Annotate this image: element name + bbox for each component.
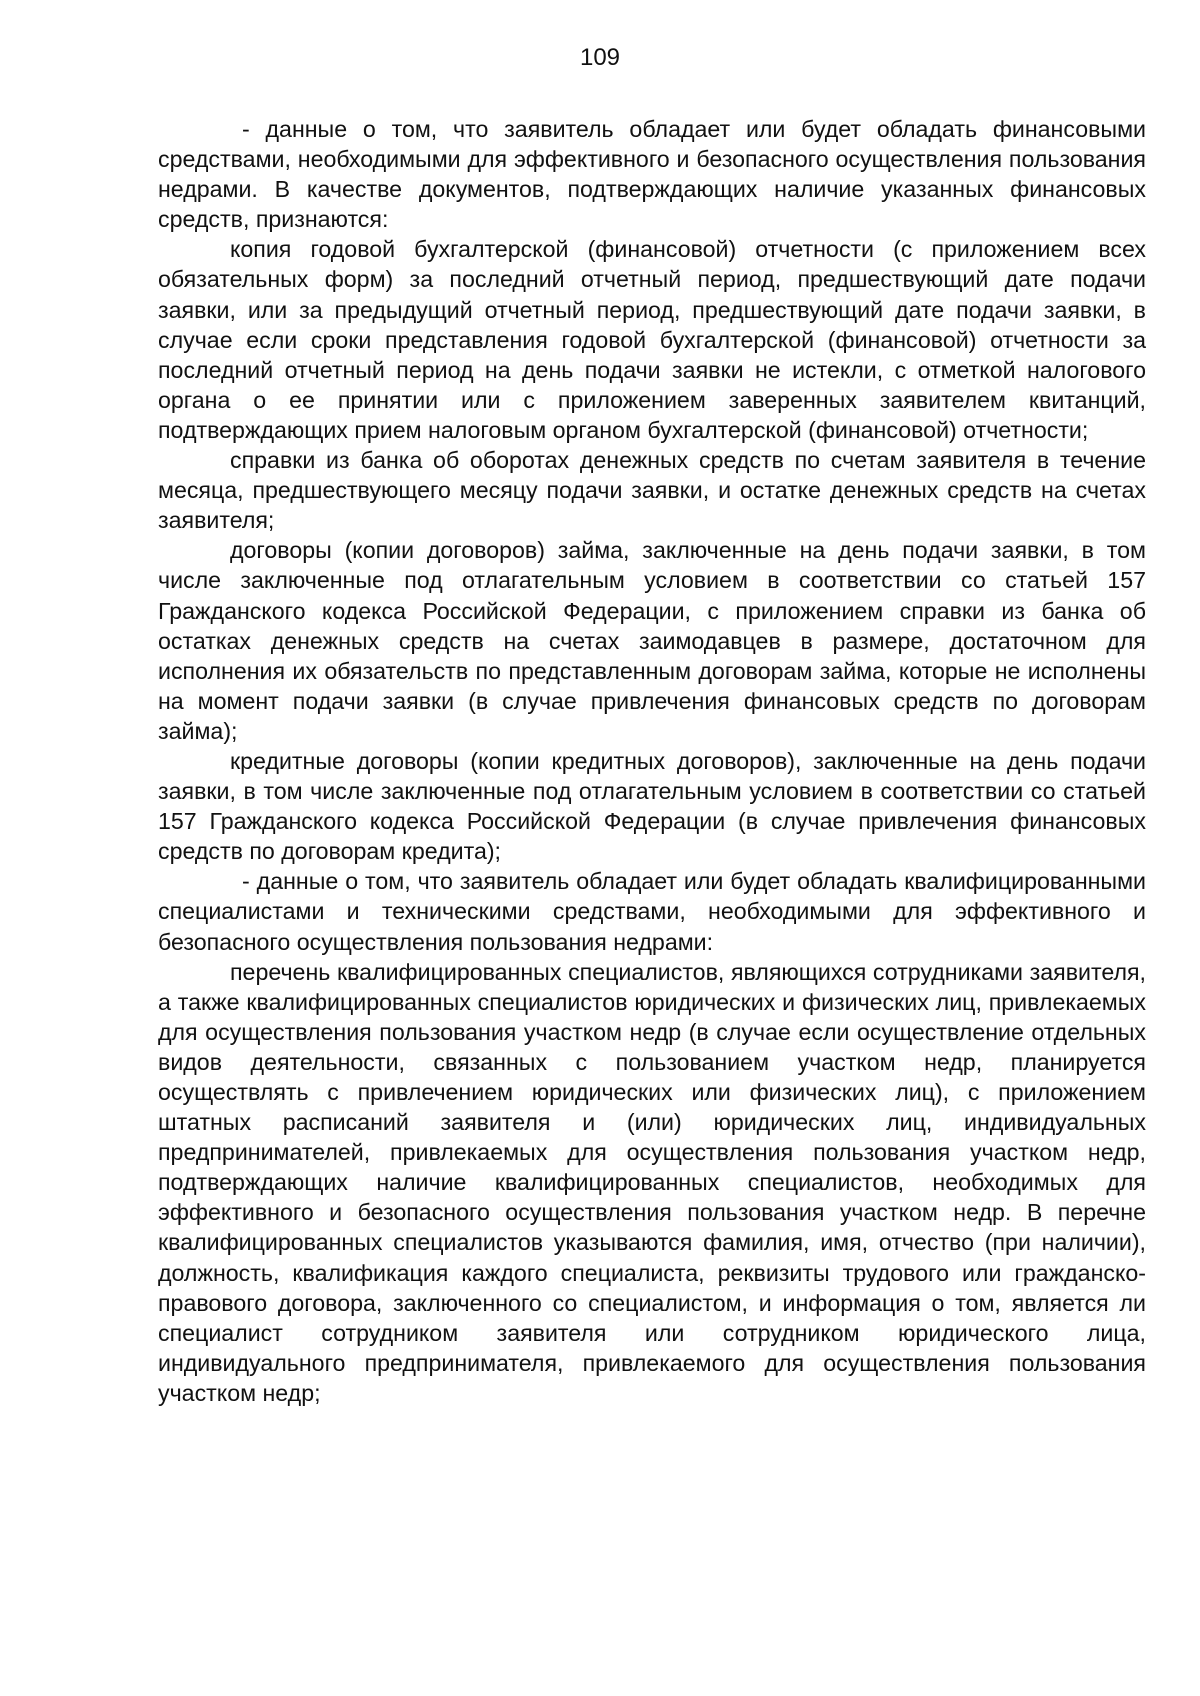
page-number: 109 — [579, 44, 621, 71]
paragraph-specialists-list: перечень квалифицированных специалистов, являющихся сотрудниками заявителя, а также квалифицированных специалистов юридических и физических лиц, привлекаемых для осуществления пользования участком недр (в случае если осуществление отдельных видов деятельности, связанных с пользованием участком недр, планируется осуществлять с привлечением юридических или физических лиц), с приложением штатных расписаний заявителя и (или) юридических лиц, индивидуальных предпринимателей, привлекаемых для осуществления пользования участком недр, подтверждающих наличие квалифицированных специалистов, необходимых для эффективного и безопасного осуществления пользования участком недр. В перечне квалифицированных специалистов указываются фамилия, имя, отчество (при наличии), должность, квалификация каждого специалиста, реквизиты трудового или гражданско-правового договора, заключенного со специалистом, и информация о том, является ли специалист сотрудником заявителя или сотрудником юридического лица, индивидуального предпринимателя, привлекаемого для осуществления пользования участком недр; — [158, 958, 1146, 1406]
paragraph-financial-resources: - данные о том, что заявитель обладает или будет обладать финансовыми средствами, необходимыми для эффективного и безопасного осуществления пользования недрами. В качестве документов, подтверждающих наличие указанных финансовых средств, признаются: — [158, 116, 1146, 233]
paragraph-loan-agreements: договоры (копии договоров) займа, заключенные на день подачи заявки, в том числе заключенные под отлагательным условием в соответствии со статьей 157 Гражданского кодекса Российской Федерации, с приложением справки из банка об остатках денежных средств на счетах заимодавцев в размере, достаточном для исполнения их обязательств по представленным договорам займа, которые не исполнены на момент подачи заявки (в случае привлечения финансовых средств по договорам займа); — [158, 537, 1146, 744]
paragraph-qualified-specialists: - данные о том, что заявитель обладает или будет обладать квалифицированными специалистами и техническими средствами, необходимыми для эффективного и безопасного осуществления пользования недрами: — [158, 868, 1146, 955]
paragraph-bank-statements: справки из банка об оборотах денежных средств по счетам заявителя в течение месяца, предшествующего месяцу подачи заявки, и остатке денежных средств на счетах заявителя; — [158, 447, 1146, 534]
document-body — [158, 114, 1146, 1408]
paragraph-credit-agreements: кредитные договоры (копии кредитных договоров), заключенные на день подачи заявки, в том числе заключенные под отлагательным условием в соответствии со статьей 157 Гражданского кодекса Российской Федерации (в случае привлечения финансовых средств по договорам кредита); — [158, 747, 1146, 865]
paragraph-annual-accounting-report: копия годовой бухгалтерской (финансовой) отчетности (с приложением всех обязательных форм) за последний отчетный период, предшествующий дате подачи заявки, или за предыдущий отчетный период, предшествующий дате подачи заявки, в случае если сроки представления годовой бухгалтерской (финансовой) отчетности за последний отчетный период на день подачи заявки не истекли, с отметкой налогового органа о ее принятии или с приложением заверенных заявителем квитанций, подтверждающих прием налоговым органом бухгалтерской (финансовой) отчетности; — [158, 236, 1146, 443]
